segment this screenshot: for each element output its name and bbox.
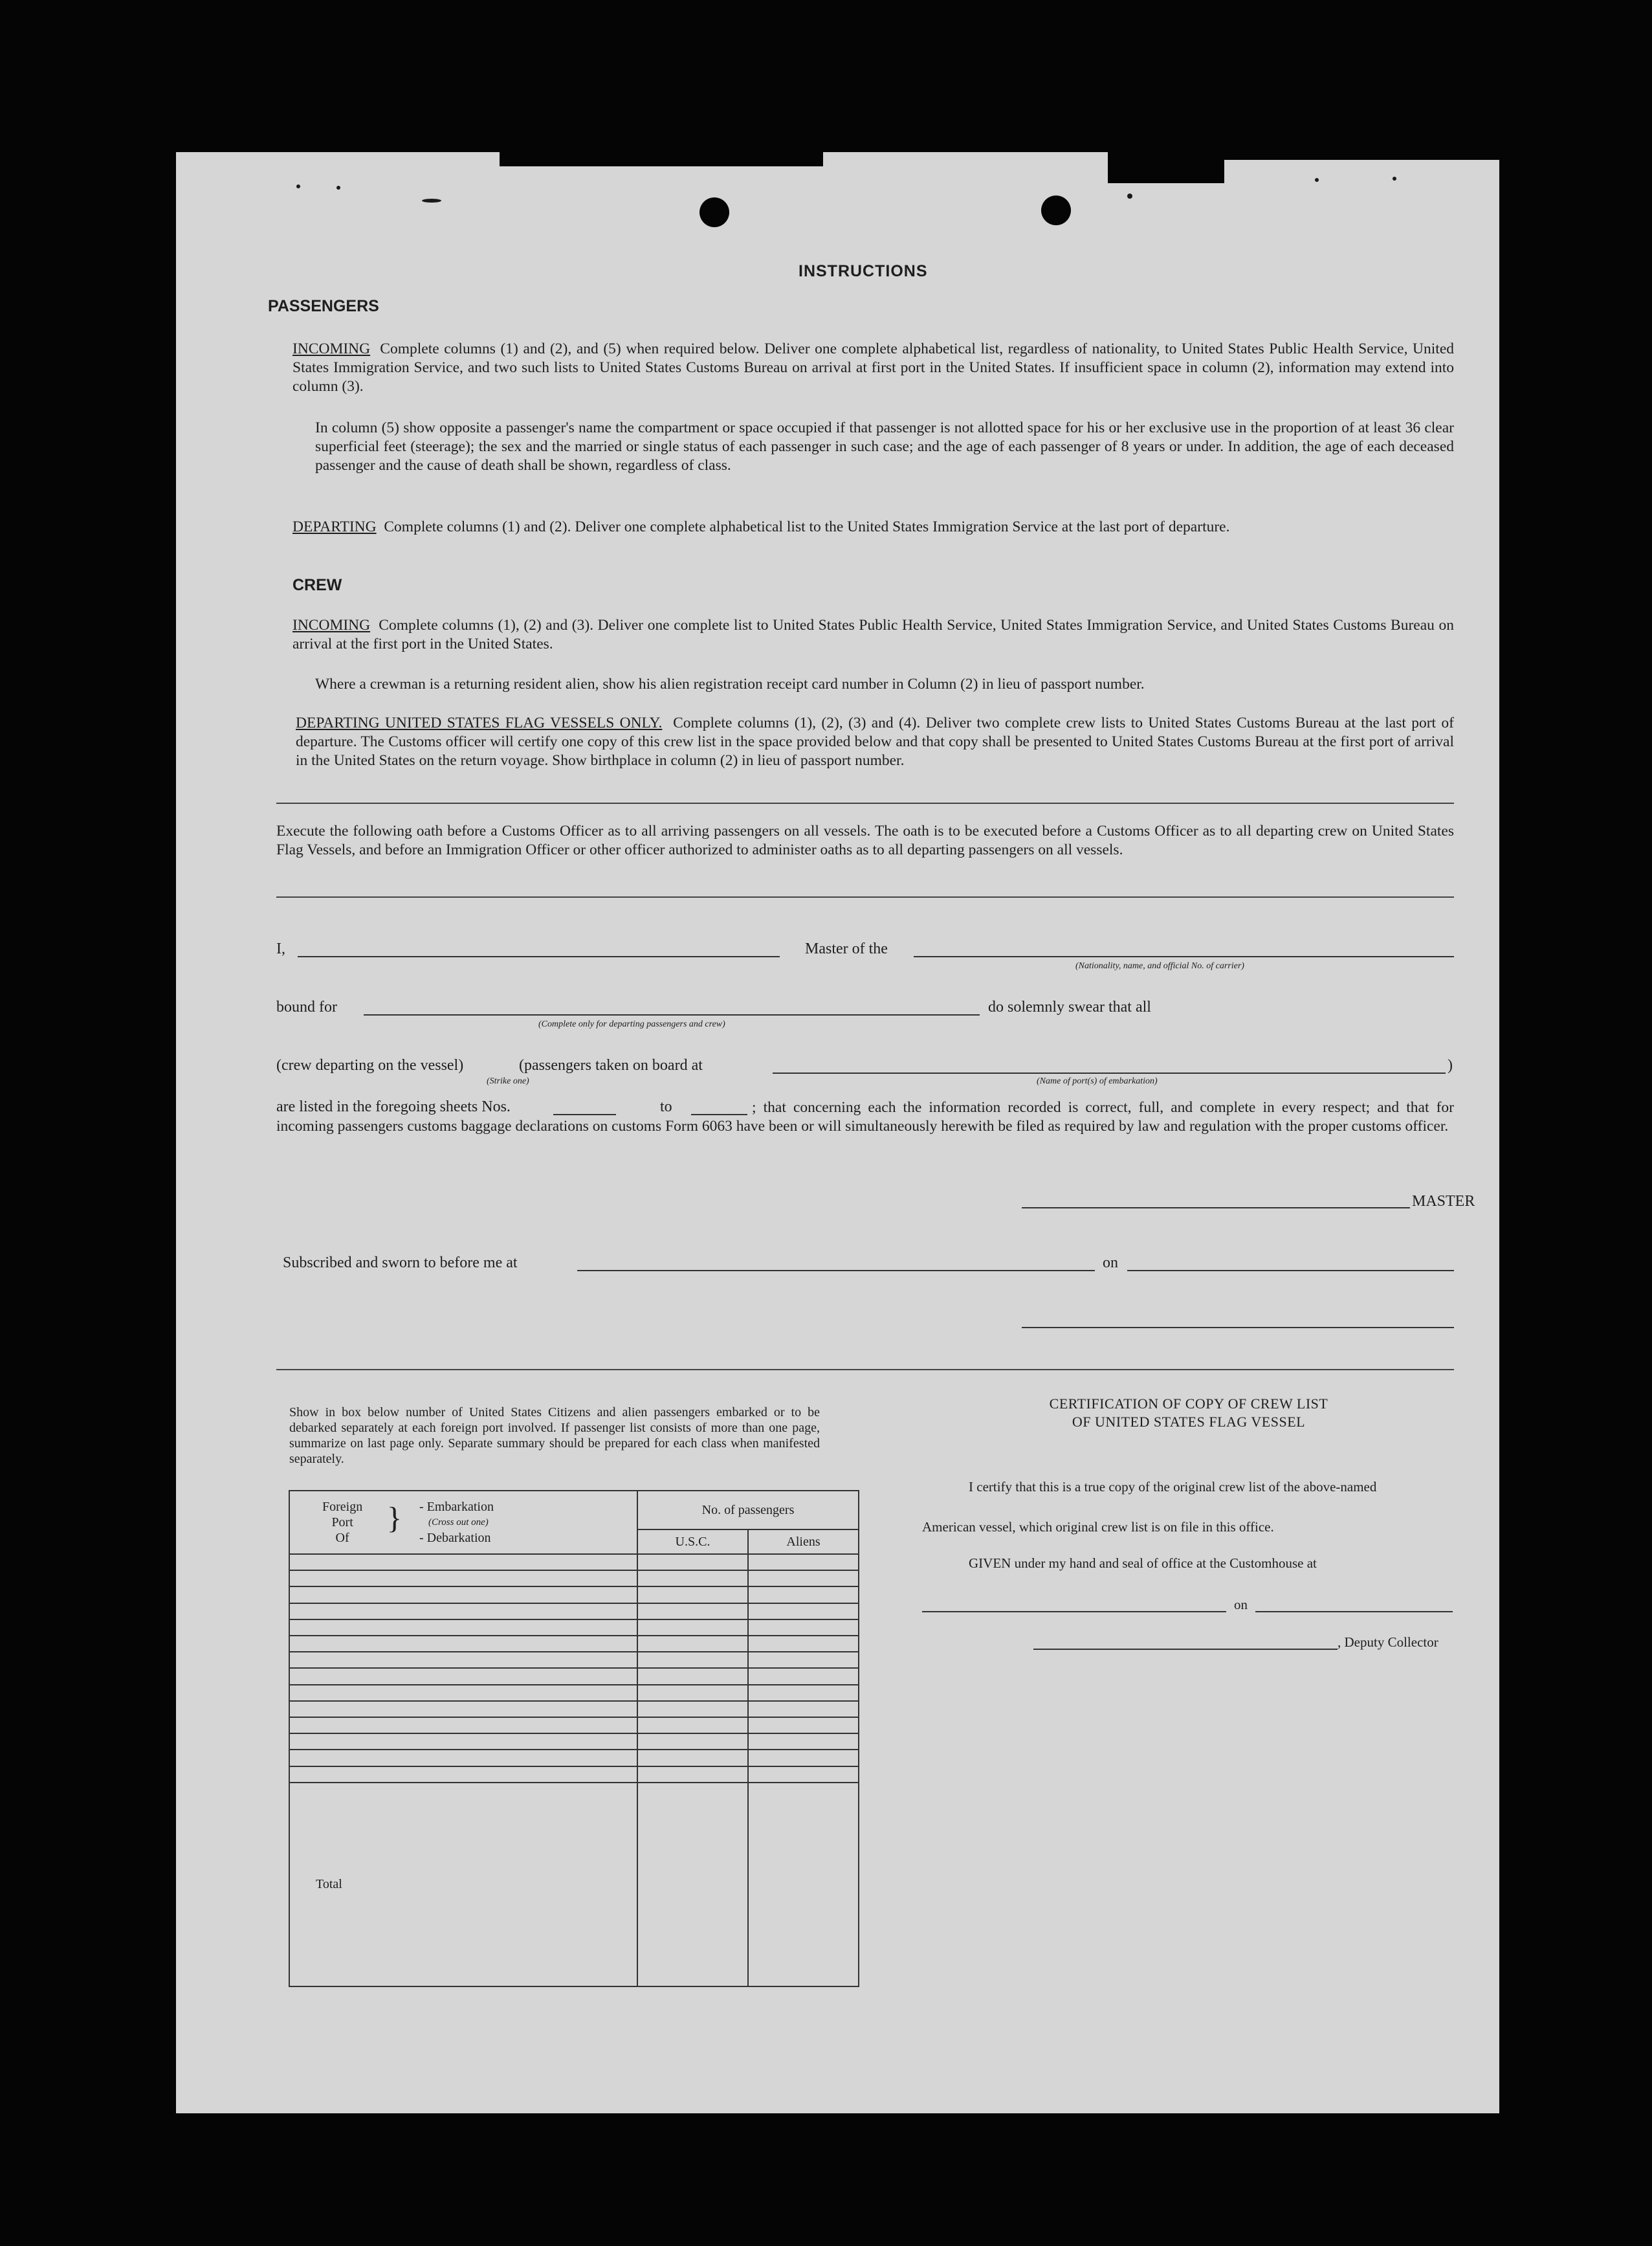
port-caption: (Name of port(s) of embarkation) bbox=[1037, 1076, 1158, 1086]
crew-incoming-text: Complete columns (1), (2) and (3). Deliver one complete list to United States Public Health Service, United States Immigration Service, and United States Customs Bureau on arrival at the first port in the United States. bbox=[292, 617, 1454, 652]
certify-text-1: I certify that this is a true copy of the original crew list of the above-named bbox=[969, 1479, 1377, 1495]
crew-heading: CREW bbox=[292, 576, 342, 594]
flag-vessels-text: Complete columns (1), (2), (3) and (4). Deliver two complete crew lists to United States Customs Bureau at the last port of departure. The Customs officer will certify one copy of this crew list in the space provided below and that copy shall be presented to United States Customs Bureau at the first port of arrival in the United States on the return voyage. Show birthplace in column (2) in lieu of passport number. bbox=[296, 715, 1455, 769]
total-label: Total bbox=[289, 1783, 637, 1986]
cross-out-caption: (Cross out one) bbox=[428, 1517, 489, 1528]
departing-label: DEPARTING bbox=[292, 518, 377, 535]
usc-header: U.S.C. bbox=[637, 1529, 748, 1554]
certification-heading-line1: CERTIFICATION OF COPY OF CREW LIST bbox=[1049, 1395, 1328, 1412]
resident-alien-paragraph: Where a crewman is a returning resident alien, show his alien registration receipt card number in Column (2) in lieu of passport number. bbox=[315, 676, 1145, 693]
given-text: GIVEN under my hand and seal of office at the Customhouse at bbox=[969, 1555, 1317, 1571]
carrier-line[interactable] bbox=[914, 956, 1454, 957]
total-row bbox=[289, 1783, 859, 1986]
passengers-taken-label: (passengers taken on board at bbox=[519, 1057, 703, 1074]
departing-text: Complete columns (1) and (2). Deliver one complete alphabetical list to the United States Immigration Service at the last port of departure. bbox=[384, 518, 1230, 535]
table-row bbox=[289, 1717, 859, 1733]
nationality-caption: (Nationality, name, and official No. of carrier) bbox=[1075, 961, 1244, 971]
deputy-signature-line[interactable] bbox=[1033, 1649, 1338, 1650]
certify-text-2: American vessel, which original crew list is on file in this office. bbox=[922, 1519, 1274, 1535]
sworn-place-line[interactable] bbox=[577, 1270, 1095, 1271]
bound-for-line[interactable] bbox=[364, 1014, 980, 1016]
brace-icon: } bbox=[387, 1501, 402, 1535]
foreign-label: Foreign bbox=[322, 1500, 363, 1514]
sheets-label: are listed in the foregoing sheets Nos. bbox=[276, 1098, 511, 1115]
form-page bbox=[176, 152, 1499, 2113]
cert-date-line[interactable] bbox=[1255, 1611, 1453, 1612]
officer-signature-line[interactable] bbox=[1022, 1327, 1454, 1328]
table-row bbox=[289, 1603, 859, 1619]
table-row bbox=[289, 1586, 859, 1603]
summary-instructions: Show in box below number of United States Citizens and alien passengers embarked or to be debarked separately at each foreign port involved. If passenger list consists of more than one page, summarize on last page only. Separate summary should be prepared for each class when manifested separately. bbox=[289, 1405, 820, 1466]
swear-label: do solemnly swear that all bbox=[988, 999, 1151, 1016]
master-of-label: Master of the bbox=[805, 940, 888, 957]
sheets-tail: ; that concerning each the information recorded is correct, full, and complete in every respect; and that for incoming passengers customs baggage declarations on customs Form 6063 have been or will simultaneously herewith be filed as required by law and regulation with the proper customs officer. bbox=[276, 1099, 1454, 1135]
port-header-cell bbox=[289, 1491, 637, 1554]
cert-on-label: on bbox=[1234, 1597, 1248, 1612]
on-label: on bbox=[1103, 1254, 1118, 1271]
table-row bbox=[289, 1554, 859, 1570]
table-row bbox=[289, 1733, 859, 1750]
oath-i-label: I, bbox=[276, 940, 285, 957]
crew-incoming-label: INCOMING bbox=[292, 617, 371, 634]
sworn-date-line[interactable] bbox=[1127, 1270, 1454, 1271]
table-row bbox=[289, 1750, 859, 1766]
crew-departing-label: (crew departing on the vessel) bbox=[276, 1057, 464, 1074]
divider bbox=[276, 803, 1454, 804]
table-row bbox=[289, 1668, 859, 1684]
divider bbox=[276, 896, 1454, 898]
table-row bbox=[289, 1701, 859, 1717]
passengers-heading: PASSENGERS bbox=[268, 297, 379, 315]
crew-incoming-paragraph bbox=[292, 616, 1454, 654]
torn-edge bbox=[1224, 152, 1499, 160]
column5-paragraph: In column (5) show opposite a passenger's name the compartment or space occupied if that passenger is not allotted space for his or her exclusive use in the proportion of at least 36 clear superficial feet (steerage); the sex and the married or single status of each passenger in such case; and the age of each passenger of 8 years or under. In addition, the age of each deceased passenger and the cause of death shall be shown, regardless of class. bbox=[315, 419, 1454, 474]
of-label: Of bbox=[335, 1531, 349, 1545]
bound-for-label: bound for bbox=[276, 999, 337, 1016]
aliens-header: Aliens bbox=[748, 1529, 859, 1554]
torn-edge bbox=[500, 152, 823, 166]
embarkation-port-line[interactable] bbox=[773, 1073, 1446, 1074]
subscribed-label: Subscribed and sworn to before me at bbox=[283, 1254, 518, 1271]
embarkation-label: - Embarkation bbox=[419, 1500, 494, 1514]
oath-instruction: Execute the following oath before a Customs Officer as to all arriving passengers on all vessels. The oath is to be executed before a Customs Officer as to all departing crew on United States Flag Vessels, and before an Immigration Officer or other officer authorized to administer oaths as to all departing passengers on all vessels. bbox=[276, 823, 1454, 858]
table-row bbox=[289, 1636, 859, 1652]
to-label: to bbox=[660, 1098, 672, 1115]
strike-caption: (Strike one) bbox=[487, 1076, 529, 1086]
table-row bbox=[289, 1570, 859, 1586]
page-title: INSTRUCTIONS bbox=[798, 262, 928, 280]
flag-vessels-paragraph bbox=[296, 714, 1454, 770]
passengers-departing-paragraph bbox=[292, 518, 1454, 537]
debarkation-label: - Debarkation bbox=[419, 1531, 491, 1545]
no-of-passengers-header: No. of passengers bbox=[637, 1491, 859, 1529]
divider bbox=[276, 1369, 1454, 1370]
port-label: Port bbox=[331, 1515, 353, 1529]
table-row bbox=[289, 1685, 859, 1701]
punch-hole bbox=[699, 197, 729, 227]
table-row bbox=[289, 1652, 859, 1668]
passengers-incoming-paragraph bbox=[292, 340, 1454, 396]
customhouse-line[interactable] bbox=[922, 1611, 1226, 1612]
bound-caption: (Complete only for departing passengers and crew) bbox=[538, 1019, 725, 1029]
passenger-summary-table bbox=[289, 1490, 859, 1987]
incoming-label: INCOMING bbox=[292, 340, 371, 357]
master-label: MASTER bbox=[1412, 1193, 1475, 1210]
punch-hole bbox=[1041, 195, 1071, 225]
master-name-line[interactable] bbox=[298, 956, 780, 957]
incoming-text: Complete columns (1) and (2), and (5) when required below. Deliver one complete alphabetical list, regardless of nationality, to United States Public Health Service, United States Immigration Service, and two such lists to United States Customs Bureau on arrival at first port in the United States. If insufficient space in column (2), information may extend into column (3). bbox=[292, 340, 1455, 395]
master-signature-line[interactable] bbox=[1022, 1207, 1410, 1208]
table-row bbox=[289, 1766, 859, 1783]
flag-vessels-label: DEPARTING UNITED STATES FLAG VESSELS ONLY. bbox=[296, 715, 663, 731]
close-paren: ) bbox=[1448, 1057, 1453, 1074]
table-row bbox=[289, 1619, 859, 1636]
torn-edge bbox=[1108, 152, 1224, 183]
certification-heading bbox=[1027, 1395, 1350, 1431]
certification-heading-line2: OF UNITED STATES FLAG VESSEL bbox=[1072, 1414, 1306, 1430]
deputy-collector-label: , Deputy Collector bbox=[1338, 1634, 1438, 1650]
